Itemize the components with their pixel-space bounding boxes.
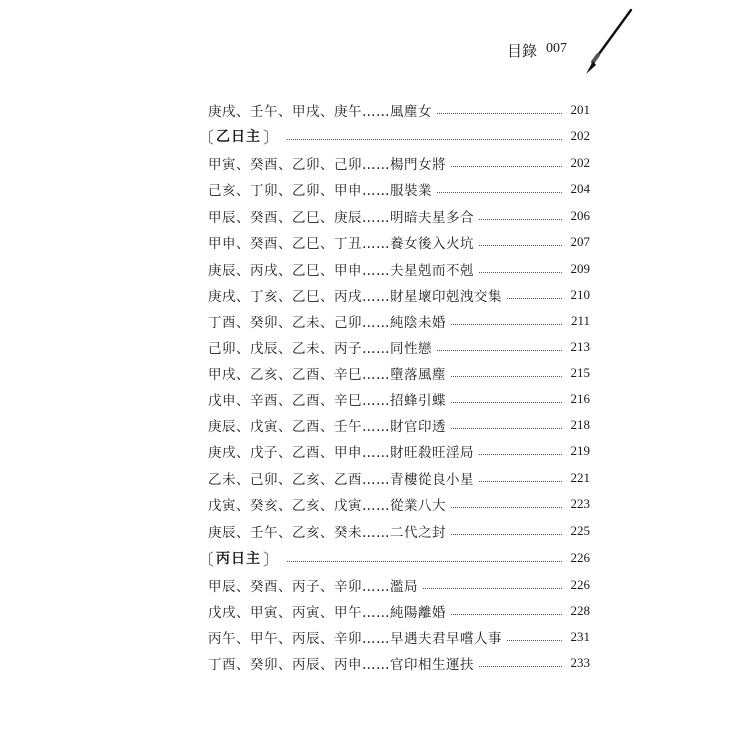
entry-text: 甲辰、癸酉、丙子、辛卯……濫局 xyxy=(208,579,418,595)
toc-entry[interactable] xyxy=(208,438,590,464)
entry-page: 228 xyxy=(570,603,590,618)
section-page: 202 xyxy=(570,128,590,143)
dot-leader xyxy=(507,639,562,641)
dot-leader xyxy=(451,613,562,615)
section-heading[interactable] xyxy=(198,123,590,149)
entry-page: 226 xyxy=(570,577,590,592)
entry-text: 乙未、己卯、乙亥、乙酉……青樓從良小星 xyxy=(208,472,474,488)
entry-text: 甲申、癸酉、乙巳、丁丑……養女後入火坑 xyxy=(208,236,474,252)
dot-leader xyxy=(437,191,562,193)
entry-text: 甲寅、癸酉、乙卯、己卯……楊門女將 xyxy=(208,157,446,173)
toc-entry[interactable] xyxy=(208,572,590,598)
entry-text: 丙午、甲午、丙辰、辛卯……早遇夫君早嚐人事 xyxy=(208,631,502,647)
section-title: 乙日主 xyxy=(216,129,262,145)
dot-leader xyxy=(479,244,562,246)
dot-leader xyxy=(451,165,562,167)
dot-leader xyxy=(451,533,562,535)
dot-leader xyxy=(451,427,562,429)
entry-page: 215 xyxy=(570,365,590,380)
entry-page: 216 xyxy=(570,391,590,406)
toc-entry[interactable] xyxy=(208,256,590,282)
entry-page: 207 xyxy=(570,234,590,249)
header-title: 目錄 xyxy=(507,42,538,60)
toc-entry[interactable] xyxy=(208,282,590,308)
toc-entry[interactable] xyxy=(208,229,590,255)
entry-page: 209 xyxy=(570,261,590,276)
toc-entry[interactable] xyxy=(208,97,590,123)
toc-entry[interactable] xyxy=(208,624,590,650)
right-bracket-icon: 〕 xyxy=(263,127,280,147)
entry-text: 庚辰、戊寅、乙酉、壬午……財官印透 xyxy=(208,419,446,435)
dot-leader xyxy=(479,665,562,667)
entry-text: 丁酉、癸卯、丙辰、丙申……官印相生運扶 xyxy=(208,657,474,673)
dot-leader xyxy=(437,349,562,351)
entry-text: 庚戌、戊子、乙酉、甲申……財旺殺旺淫局 xyxy=(208,445,474,461)
toc-entry[interactable] xyxy=(208,386,590,412)
toc-entry[interactable] xyxy=(208,491,590,517)
dot-leader xyxy=(437,112,562,114)
toc-entry[interactable] xyxy=(208,334,590,360)
entry-page: 211 xyxy=(570,313,590,328)
entry-text: 庚戌、壬午、甲戌、庚午……風塵女 xyxy=(208,104,432,120)
toc-entry[interactable] xyxy=(208,203,590,229)
header-page-number: 007 xyxy=(546,41,567,56)
toc-entry[interactable] xyxy=(208,150,590,176)
dot-leader xyxy=(451,375,562,377)
dot-leader xyxy=(479,218,562,220)
right-bracket-icon: 〕 xyxy=(263,549,280,569)
entry-page: 218 xyxy=(570,417,590,432)
entry-page: 221 xyxy=(570,470,590,485)
toc-entry[interactable] xyxy=(208,598,590,624)
left-bracket-icon: 〔 xyxy=(198,127,215,147)
entry-page: 213 xyxy=(570,339,590,354)
entry-page: 201 xyxy=(570,102,590,117)
entry-page: 210 xyxy=(570,287,590,302)
dot-leader xyxy=(479,480,562,482)
entry-page: 202 xyxy=(570,155,590,170)
dot-leader xyxy=(287,560,562,562)
entry-text: 丁酉、癸卯、乙未、己卯……純陰未婚 xyxy=(208,315,446,331)
toc-entry[interactable] xyxy=(208,360,590,386)
dot-leader xyxy=(451,323,562,325)
entry-page: 225 xyxy=(570,523,590,538)
toc-entry[interactable] xyxy=(208,308,590,334)
entry-text: 甲辰、癸酉、乙巳、庚辰……明暗夫星多合 xyxy=(208,210,474,226)
toc-entry[interactable] xyxy=(208,465,590,491)
entry-page: 219 xyxy=(570,443,590,458)
dot-leader xyxy=(507,297,562,299)
entry-text: 己卯、戊辰、乙未、丙子……同性戀 xyxy=(208,341,432,357)
entry-page: 233 xyxy=(570,655,590,670)
toc-entry[interactable] xyxy=(208,412,590,438)
entry-text: 戊戌、甲寅、丙寅、甲午……純陽離婚 xyxy=(208,605,446,621)
toc-entry[interactable] xyxy=(208,518,590,544)
dot-leader xyxy=(423,587,562,589)
entry-page: 206 xyxy=(570,208,590,223)
entry-text: 庚戌、丁亥、乙巳、丙戌……財星壞印剋洩交集 xyxy=(208,289,502,305)
toc-entry[interactable] xyxy=(208,176,590,202)
dot-leader xyxy=(287,138,562,140)
left-bracket-icon: 〔 xyxy=(198,549,215,569)
section-page: 226 xyxy=(570,550,590,565)
dot-leader xyxy=(451,506,562,508)
section-title: 丙日主 xyxy=(216,551,262,567)
entry-text: 甲戌、乙亥、乙酉、辛巳……墮落風塵 xyxy=(208,367,446,383)
entry-page: 204 xyxy=(570,181,590,196)
entry-text: 庚辰、壬午、乙亥、癸未……二代之封 xyxy=(208,525,446,541)
dot-leader xyxy=(451,401,562,403)
entry-page: 231 xyxy=(570,629,590,644)
entry-text: 戊申、辛酉、乙酉、辛巳……招蜂引蝶 xyxy=(208,393,446,409)
section-heading[interactable] xyxy=(198,545,590,571)
toc-entry[interactable] xyxy=(208,650,590,676)
dot-leader xyxy=(479,271,562,273)
entry-text: 戊寅、癸亥、乙亥、戊寅……從業八大 xyxy=(208,498,446,514)
entry-text: 庚辰、丙戌、乙巳、甲申……夫星剋而不剋 xyxy=(208,263,474,279)
dot-leader xyxy=(479,453,562,455)
entry-text: 己亥、丁卯、乙卯、甲申……服裝業 xyxy=(208,183,432,199)
entry-page: 223 xyxy=(570,496,590,511)
